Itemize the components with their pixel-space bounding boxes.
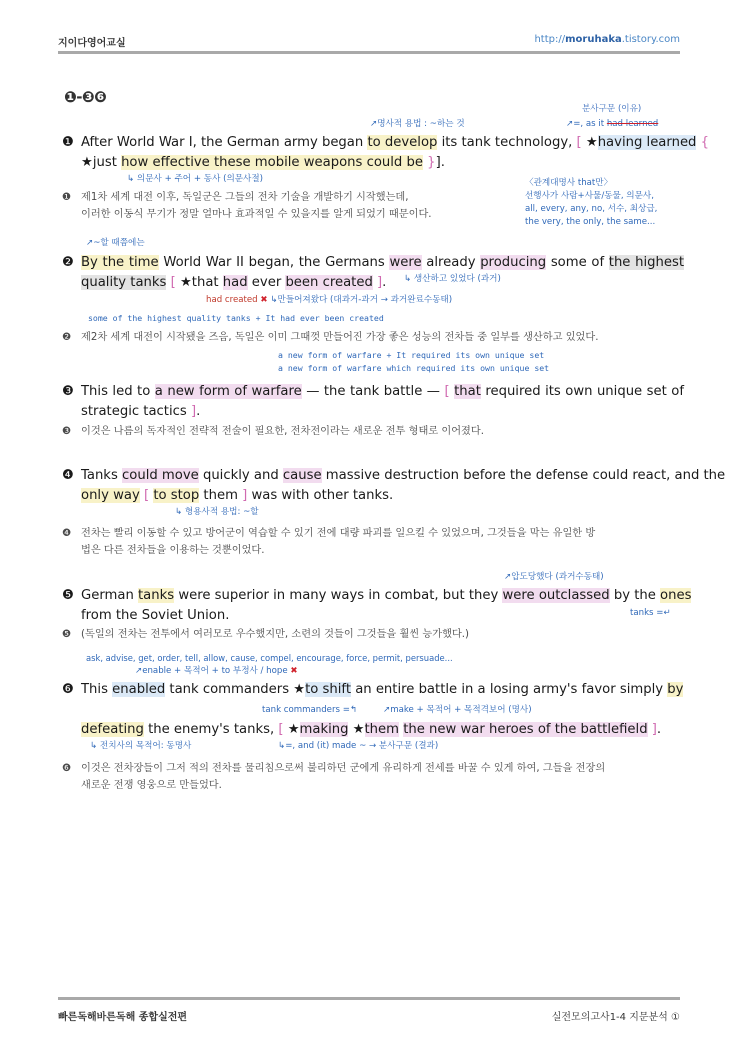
translation-line: (독일의 전차는 전투에서 여러모로 우수했지만, 소련의 것들이 그것들을 훨씬 능가했다.) <box>81 629 470 640</box>
translation-4 <box>64 525 684 559</box>
clause-bracket: [ <box>143 488 154 503</box>
highlighted-phrase: the highest <box>608 255 685 270</box>
text-segment: the enemy's tanks, <box>143 722 279 737</box>
highlighted-phrase: ones <box>660 588 692 603</box>
text-segment: its tank technology, <box>437 135 577 150</box>
clause-bracket: [ <box>170 275 180 290</box>
text-segment: strategic tactics <box>81 404 187 419</box>
note-warfare-it: a new form of warfare + It required its own unique set <box>278 350 545 360</box>
translation-line: 이러한 이동식 무기가 정말 얼마나 효과적일 수 있을지를 알게 되었기 때문이다. <box>81 209 432 220</box>
note-relative-that-line2: all, every, any, no, 서수, 최상급, <box>525 204 658 214</box>
note-warfare-which: a new form of warfare which required its own unique set <box>278 363 550 373</box>
note-as-it-text: ↗=, as it <box>566 119 605 129</box>
translation-number: ❻ <box>62 763 72 774</box>
highlighted-phrase: tanks <box>138 588 175 603</box>
note-relative-that-line3: the very, the only, the same... <box>525 217 656 227</box>
header-rule <box>58 51 680 54</box>
sentence-line <box>64 382 684 402</box>
text-segment: quickly and <box>198 468 283 483</box>
note-enable-text: ↗enable + 목적어 + to 부정사 / hope <box>135 666 288 676</box>
header-title: 지이다영어교실 <box>58 38 126 49</box>
highlighted-phrase: By the time <box>81 255 159 270</box>
sentence-line <box>64 486 684 506</box>
highlighted-phrase: were outclassed <box>502 588 610 603</box>
sentence-number: ❸ <box>62 384 74 399</box>
sentence-6-cont <box>64 720 684 740</box>
sentence-line <box>64 133 710 153</box>
text-segment: World War II began, the Germans <box>158 255 390 270</box>
sentence-6 <box>64 680 684 700</box>
sentence-line <box>64 153 684 173</box>
note-verb-list: ask, advise, get, order, tell, allow, cause, compel, encourage, force, permit, persuade... <box>86 653 453 663</box>
note-had-learned: had learned <box>606 119 659 129</box>
translation-number: ❷ <box>62 332 72 343</box>
highlighted-phrase: had <box>222 275 248 290</box>
text-segment: tank commanders ★ <box>165 682 306 697</box>
sentence-1 <box>62 133 710 173</box>
translation-line: 제2차 세계 대전이 시작됐을 즈음, 독일은 이미 그때껏 만들어진 가장 좋은 성능의 전차들 중 일부를 생산하고 있었다. <box>81 332 599 343</box>
text-segment: already <box>421 255 481 270</box>
page-footer <box>58 1008 680 1022</box>
header-url[interactable] <box>534 34 680 45</box>
footer-book-title: 빠른독해바른독해 종합실전편 <box>58 1012 188 1023</box>
sentence-5 <box>62 586 692 626</box>
translation-line: 제1차 세계 대전 이후, 독일군은 그들의 전차 기술을 개발하기 시작했는데, <box>81 192 409 203</box>
translation-line: 전차는 빨리 이동할 수 있고 방어군이 역습할 수 있기 전에 대량 파괴를 일으킬 수 있었으며, 그것들을 막는 유일한 방 <box>81 528 596 539</box>
url-suffix: .tistory.com <box>621 34 680 45</box>
translation-number: ❹ <box>62 528 72 539</box>
note-producing: ↳ 생산하고 있었다 (과거) <box>404 274 501 284</box>
highlighted-phrase: to stop <box>153 488 200 503</box>
text-segment: . <box>656 722 662 737</box>
text-segment: ★that <box>179 275 223 290</box>
clause-bracket: ] <box>372 275 383 290</box>
translation-number: ❺ <box>62 629 72 640</box>
note-past-perfect-passive: ↳만들어져왔다 (대과거-과거 → 과거완료수동태) <box>270 295 453 305</box>
highlighted-phrase: quality tanks <box>81 275 167 290</box>
translation-3 <box>64 423 684 440</box>
sentence-line <box>64 466 726 486</box>
note-outclassed: ↗압도당했다 (과거수동태) <box>504 572 604 582</box>
sentence-number: ❺ <box>62 588 74 603</box>
translation-line: 법은 다른 전차들을 이용하는 것뿐이었다. <box>81 545 265 556</box>
text-segment: ★just <box>81 155 122 170</box>
clause-bracket: [ <box>444 384 455 399</box>
highlighted-phrase: to develop <box>367 135 438 150</box>
sentence-number: ❻ <box>62 682 74 697</box>
highlighted-phrase: producing <box>480 255 547 270</box>
highlighted-phrase: were <box>389 255 422 270</box>
sentence-line <box>64 720 684 740</box>
wrong-mark-icon: ✖ <box>260 295 268 305</box>
sentence-line <box>64 273 684 293</box>
sentence-line <box>64 586 692 606</box>
sentence-2 <box>64 253 684 293</box>
note-tanks-equals: tanks =↵ <box>630 608 671 618</box>
text-segment: This <box>81 682 113 697</box>
note-by-the-time: ↗~할 때쯤에는 <box>86 238 145 248</box>
sentence-4 <box>62 466 726 506</box>
text-segment: was with other tanks. <box>247 488 394 503</box>
highlighted-phrase: that <box>454 384 481 399</box>
clause-bracket: { <box>696 135 710 150</box>
note-gerund: ↳ 전치사의 목적어: 동명사 <box>90 741 192 751</box>
note-question-clause: ↳ 의문사 + 주어 + 동사 (의문사절) <box>127 174 264 184</box>
sentence-line <box>64 402 684 422</box>
text-segment: them <box>199 488 238 503</box>
text-segment: an entire battle in a losing army's favor simply <box>351 682 668 697</box>
highlighted-phrase: to shift <box>305 682 351 697</box>
note-combined-sentence: some of the highest quality tanks + It had ever been created <box>88 313 384 323</box>
note-participle-reason: 분사구문 (이유) <box>582 104 642 114</box>
sentence-3 <box>64 382 684 422</box>
text-segment: massive destruction before the defense could react, and the <box>321 468 726 483</box>
url-bold: moruhaka <box>565 34 622 45</box>
highlighted-phrase: how effective these mobile weapons could be <box>121 155 423 170</box>
highlighted-phrase: making <box>299 722 349 737</box>
text-segment: from the Soviet Union. <box>81 608 230 623</box>
sentence-number: ❷ <box>62 255 74 270</box>
clause-bracket: [ <box>278 722 288 737</box>
text-segment: required its own unique set of <box>480 384 684 399</box>
note-relative-that-title: 〈관계대명사 that만〉 <box>525 178 613 188</box>
page-header <box>58 34 680 48</box>
text-segment: ever <box>247 275 286 290</box>
text-segment: . <box>196 404 201 419</box>
highlighted-phrase: them <box>364 722 399 737</box>
highlighted-phrase: enabled <box>112 682 166 697</box>
clause-bracket: ] <box>186 404 197 419</box>
url-prefix: http:// <box>534 34 566 45</box>
clause-bracket: } <box>422 155 436 170</box>
sentence-number: ❹ <box>62 468 74 483</box>
text-segment: some of <box>546 255 609 270</box>
translation-line: 새로운 전쟁 영웅으로 만들었다. <box>81 780 222 791</box>
highlighted-phrase: the new war heroes of the battlefield <box>403 722 648 737</box>
translation-number: ❸ <box>62 426 72 437</box>
highlighted-phrase: a new form of warfare <box>154 384 302 399</box>
highlighted-phrase: only way <box>81 488 140 503</box>
note-tank-commanders: tank commanders =↰ <box>262 705 358 715</box>
text-segment: were superior in many ways in combat, but they <box>174 588 503 603</box>
highlighted-phrase: having learned <box>597 135 697 150</box>
sentence-line <box>64 606 684 626</box>
footer-rule <box>58 997 680 1000</box>
text-segment: ★ <box>585 135 598 150</box>
translation-number: ❶ <box>62 192 72 203</box>
note-enable <box>135 666 298 677</box>
translation-line: 이것은 나름의 독자적인 전략적 전술이 필요한, 전차전이라는 새로운 전투 형태로 이어졌다. <box>81 426 484 437</box>
text-segment: ★ <box>348 722 365 737</box>
highlighted-phrase: could move <box>122 468 199 483</box>
text-segment: German <box>81 588 138 603</box>
note-noun-usage: ↗명사적 용법 : ~하는 것 <box>370 119 465 129</box>
translation-line: 이것은 전차장들이 그저 적의 전차를 물리침으로써 불리하던 군에게 유리하게 전세를 바꿀 수 있게 하여, 그들을 전장의 <box>81 763 606 774</box>
text-segment: — the tank battle — <box>301 384 445 399</box>
sentence-line <box>64 680 684 700</box>
text-segment: Tanks <box>81 468 123 483</box>
text-segment: by the <box>609 588 661 603</box>
sentence-number: ❶ <box>62 135 74 150</box>
clause-bracket: ] <box>237 488 248 503</box>
note-adjective-usage: ↳ 형용사적 용법: ~할 <box>175 507 259 517</box>
text-segment: . <box>382 275 387 290</box>
translation-2 <box>64 329 684 346</box>
highlighted-phrase: cause <box>282 468 322 483</box>
note-participle-result: ↳=, and (it) made ~ → 분사구문 (결과) <box>278 741 439 751</box>
note-make: ↗make + 목적어 + 목적격보어 (명사) <box>383 705 532 715</box>
text-segment: ★ <box>287 722 300 737</box>
text-segment: This led to <box>81 384 155 399</box>
passage-range: ❶-❸❻ <box>64 88 107 106</box>
note-had-created <box>206 295 452 306</box>
clause-bracket: [ <box>576 135 586 150</box>
highlighted-phrase: by <box>667 682 684 697</box>
clause-bracket: ] <box>647 722 657 737</box>
text-segment: After World War I, the German army began <box>81 135 368 150</box>
translation-6 <box>64 760 684 794</box>
highlighted-phrase: defeating <box>81 722 144 737</box>
translation-1 <box>64 189 684 223</box>
footer-section: 실전모의고사1-4 지문분석 ① <box>551 1012 680 1023</box>
sentence-line <box>64 253 684 273</box>
highlighted-phrase: been created <box>285 275 373 290</box>
note-relative-that-line1: 선행사가 사람+사물/동물, 의문사, <box>525 191 654 201</box>
wrong-mark-icon: ✖ <box>290 666 298 676</box>
note-had-created-text: had created <box>206 295 258 305</box>
note-as-it <box>566 119 658 130</box>
text-segment: ]. <box>435 155 445 170</box>
translation-5 <box>64 626 684 643</box>
